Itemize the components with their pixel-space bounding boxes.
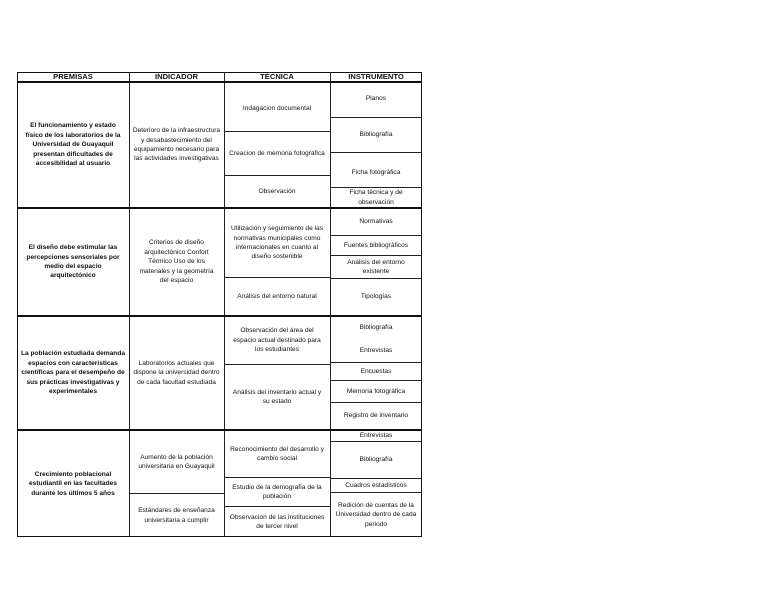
tecnica-cell: Análisis del inventario actual y su estado: [232, 388, 322, 405]
instrumento-cell: Entrevistas: [359, 432, 393, 440]
instrumento-cell: Bibliografía: [359, 131, 393, 139]
tecnica-cell: Observacion de las instituciones de tercer nivel: [229, 513, 325, 530]
indicador-cell: Deterioro de la infraestructura y desabastecimiento del equipamiento necesario para las actividades investigativas: [132, 127, 221, 163]
premisa-cell: La población estudiada demanda espacios con características científicas para el desempeño de sus prácticas investigativas y experimentales: [20, 350, 126, 396]
instrumento-cell: Fuentes bibliográficos: [343, 241, 409, 249]
tecnica-cell: Creacion de memoria fotográfica: [229, 149, 325, 157]
instrumento-cell: Normativas: [359, 218, 393, 226]
instrumento-cell: Análisis del entorno existente: [347, 258, 405, 275]
tecnica-cell: Observación del área del espacio actual destinado para los estudiantes: [233, 327, 321, 354]
instrumento-cell: Entrevistas: [359, 346, 393, 354]
header-tecnica: TÉCNICA: [260, 72, 294, 82]
instrumento-cell: Encuestas: [360, 367, 392, 375]
tecnica-cell: Análisis del entorno natural: [237, 292, 317, 300]
header-instrumento: INSTRUMENTO: [348, 72, 404, 82]
premisa-cell: El funcionamiento y estado físico de los laboratorios de la Universidad de Guayaquil presentan dificultades de accesibilidad al usuario: [25, 122, 121, 168]
indicador-cell: Aumento de la población universitaria en Guayaquil: [138, 453, 215, 470]
instrumento-cell: Redición de cuentas de la Universidad dentro de cada periodo: [335, 501, 417, 528]
instrumento-cell: Ficha fotográfica: [351, 169, 401, 177]
premisa-cell: El diseño debe estimular las percepciones sensoriales por medio del espacio arquitectónico: [26, 244, 120, 280]
tecnica-cell: Observación: [258, 187, 296, 195]
premisa-cell: Crecimiento poblacional estudiantil en las facultades durante los últimos 5 años: [29, 470, 117, 497]
indicador-cell: Estándares de enseñanza universitaria a cumplir: [138, 507, 215, 524]
instrumento-cell: Ficha técnica y de observación: [349, 189, 403, 206]
header-premisas: PREMISAS: [53, 72, 93, 82]
instrumento-cell: Bibliografía: [359, 324, 393, 332]
indicador-cell: Laboratorios actuales que dispone la universidad dentro de cada facultad estudiada: [133, 359, 220, 386]
instrumento-cell: Registro de inventario: [343, 412, 409, 420]
instrumento-cell: Bibliografía: [359, 456, 393, 464]
instrumento-cell: Planos: [365, 95, 387, 102]
tecnica-cell: Reconocimiento del desarrollo y cambio social: [230, 445, 324, 462]
instrumento-cell: Tipologías: [360, 293, 392, 301]
indicador-cell: Criterios de diseño arquitectónico Confort Térmico Uso de los materiales y la geometría del espacio: [139, 239, 214, 285]
header-indicador: INDICADOR: [154, 72, 199, 82]
tecnica-cell: Estudio de la demografía de la población: [232, 483, 322, 500]
instrumento-cell: Memoria fotográfica: [346, 387, 406, 395]
tecnica-cell: Utilización y seguimiento de las normativas municipales como internacionales en cuanto al diseño sostenible: [231, 225, 323, 261]
tecnica-cell: Indagacion documental: [242, 105, 312, 113]
instrumento-cell: Cuadros estadísticos: [345, 481, 407, 489]
